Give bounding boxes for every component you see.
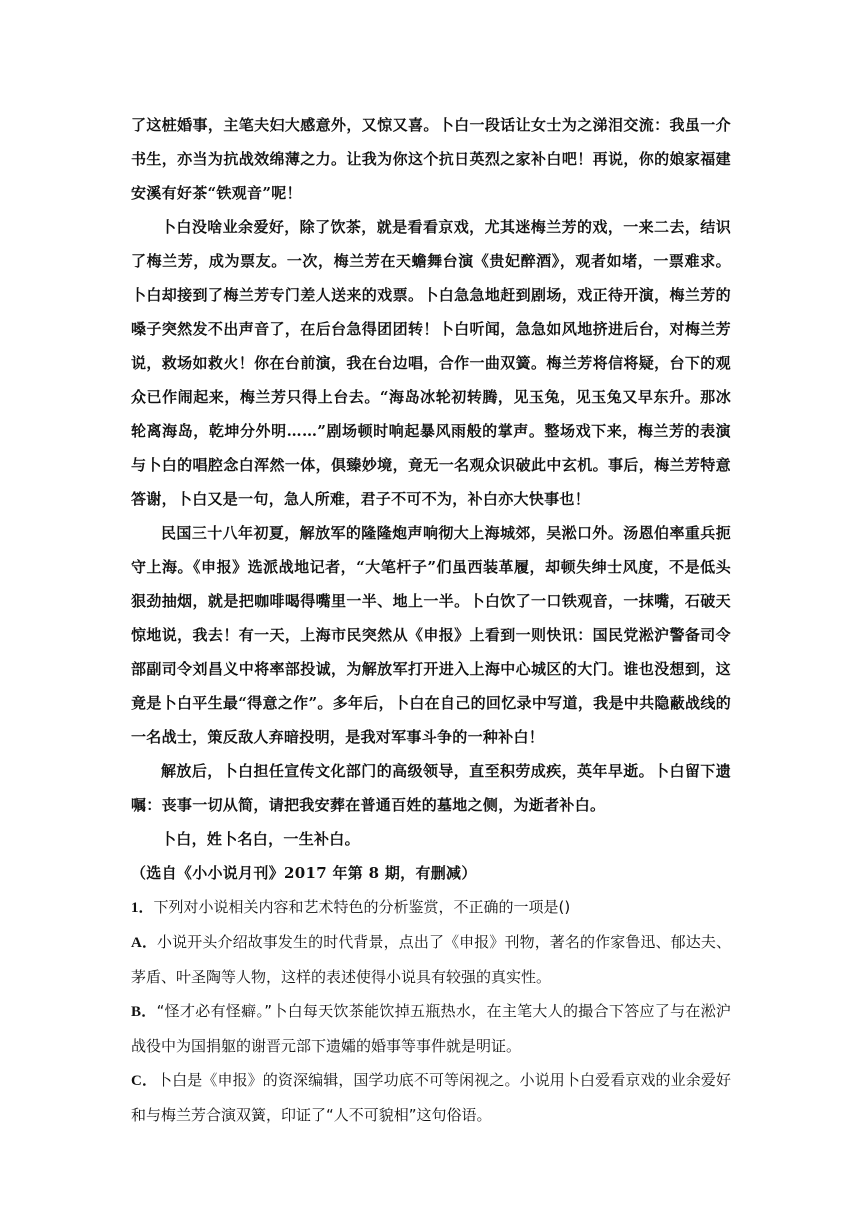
- option-a-text: 小说开头介绍故事发生的时代背景，点出了《申报》刊物，著名的作家鲁迅、郁达夫、茅盾、叶圣陶等人物，这样的表述使得小说具有较强的真实性。: [131, 933, 731, 986]
- story-paragraph-1: 了这桩婚事，主笔夫妇大感意外，又惊又喜。卜白一段话让女士为之涕泪交流：我虽一介书生，亦当为抗战效绵薄之力。让我为你这个抗日英烈之家补白吧！再说，你的娘家福建安溪有好茶“铁观音”呢！: [131, 116, 731, 202]
- option-a-letter: A．: [131, 935, 158, 951]
- story-paragraph-2: 卜白没啥业余爱好，除了饮茶，就是看看京戏，尤其迷梅兰芳的戏，一来二去，结识了梅兰芳，成为票友。一次，梅兰芳在天蟾舞台演《贵妃醉酒》，观者如堵，一票难求。卜白却接到了梅兰芳专门差人送来的戏票。卜白急急地赶到剧场，戏正待开演，梅兰芳的嗓子突然发不出声音了，在后台急得团团转！卜白听闻，急急如风地挤进后台，对梅兰芳说，救场如救火！你在台前演，我在台边唱，合作一曲双簧。梅兰芳将信将疑，台下的观众已作闹起来，梅兰芳只得上台去。“海岛冰轮初转腾，见玉兔，见玉兔又早东升。那冰轮离海岛，乾坤分外明……”剧场顿时响起暴风雨般的掌声。整场戏下来，梅兰芳的表演与卜白的唱腔念白浑然一体，俱臻妙境，竟无一名观众识破此中玄机。事后，梅兰芳特意答谢，卜白又是一句，急人所难，君子不可不为，补白亦大快事也！: [131, 218, 731, 508]
- option-b: [131, 994, 731, 1063]
- question-number: 1．: [131, 900, 154, 916]
- source-citation: （选自《小小说月刊》2017 年第 8 期，有删减）: [131, 864, 477, 882]
- story-text: [131, 108, 731, 890]
- option-b-letter: B．: [131, 1004, 157, 1020]
- question-stem: 下列对小说相关内容和艺术特色的分析鉴赏，不正确的一项是(): [153, 898, 571, 916]
- story-paragraph-5: 卜白，姓卜名白，一生补白。: [161, 830, 360, 848]
- question-stem-line: [131, 890, 731, 925]
- option-c-text: 卜白是《申报》的资深编辑，国学功底不可等闲视之。小说用卜白爱看京戏的业余爱好和与梅兰芳合演双簧，印证了“人不可貌相”这句俗语。: [131, 1071, 731, 1124]
- option-c: [131, 1063, 731, 1132]
- option-a: [131, 925, 731, 994]
- question-block: [131, 890, 731, 1132]
- option-c-letter: C．: [131, 1073, 158, 1089]
- story-paragraph-4: 解放后，卜白担任宣传文化部门的高级领导，直至积劳成疾，英年早逝。卜白留下遗嘱：丧事一切从简，请把我安葬在普通百姓的墓地之侧，为逝者补白。: [131, 762, 731, 814]
- story-paragraph-3: 民国三十八年初夏，解放军的隆隆炮声响彻大上海城郊，吴淞口外。汤恩伯率重兵扼守上海。《申报》选派战地记者，“大笔杆子”们虽西装革履，却顿失绅士风度，不是低头狠劲抽烟，就是把咖啡喝得嘴里一半、地上一半。卜白饮了一口铁观音，一抹嘴，石破天惊地说，我去！有一天，上海市民突然从《申报》上看到一则快讯：国民党淞沪警备司令部副司令刘昌义中将率部投诚，为解放军打开进入上海中心城区的大门。谁也没想到，这竟是卜白平生最“得意之作”。多年后，卜白在自己的回忆录中写道，我是中共隐蔽战线的一名战士，策反敌人弃暗投明，是我对军事斗争的一种补白！: [131, 524, 731, 746]
- option-b-text: “怪才必有怪癖。”卜白每天饮茶能饮掉五瓶热水，在主笔大人的撮合下答应了与在淞沪战役中为国捐躯的谢晋元部下遗孀的婚事等事件就是明证。: [131, 1002, 731, 1055]
- document-content: [131, 108, 731, 1132]
